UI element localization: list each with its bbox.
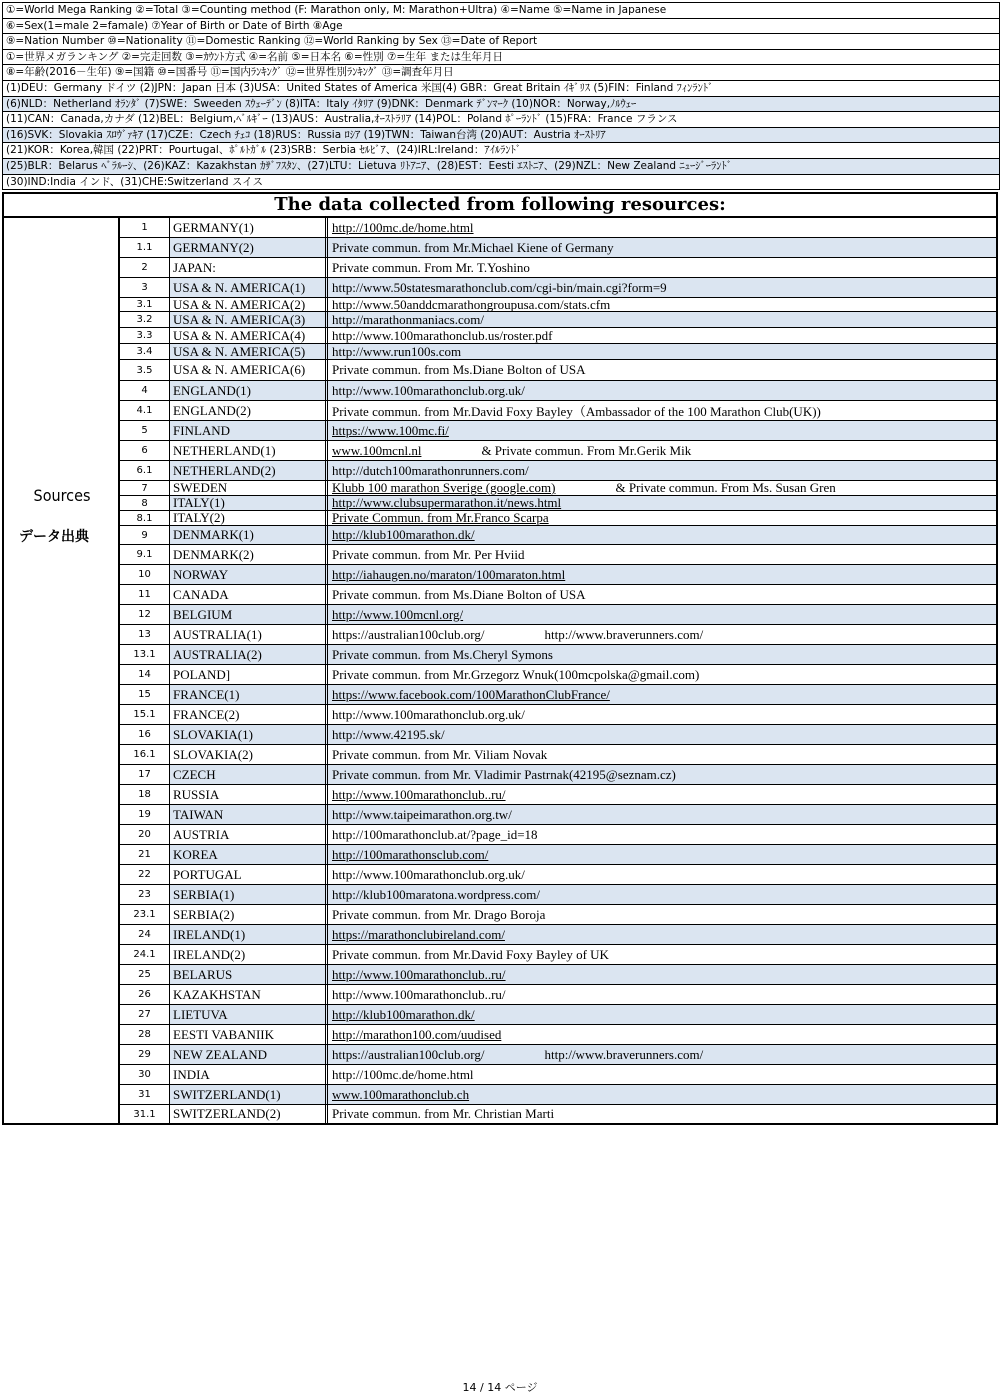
row-country: NETHERLAND(1) (170, 441, 328, 460)
row-country: NETHERLAND(2) (170, 461, 328, 480)
source-text: Private commun. from Mr. Per Hviid (332, 546, 525, 562)
table-row (120, 1065, 996, 1085)
legend-line: ⑥=Sex(1=male 2=famale) ⑦Year of Birth or Date of Birth ⑧Age (3, 19, 999, 35)
row-number: 3.3 (120, 328, 170, 343)
row-source (328, 238, 996, 257)
table-row (120, 344, 996, 360)
row-number: 26 (120, 985, 170, 1004)
row-country: USA & N. AMERICA(1) (170, 278, 328, 297)
table-row (120, 312, 996, 328)
row-number: 24.1 (120, 945, 170, 964)
row-source (328, 605, 996, 624)
row-country: NORWAY (170, 565, 328, 584)
row-number: 27 (120, 1005, 170, 1024)
row-source (328, 441, 996, 460)
table-row (120, 705, 996, 725)
row-source (328, 1005, 996, 1024)
source-link[interactable]: http://100mc.de/home.html (332, 219, 474, 235)
row-country: LIETUVA (170, 1005, 328, 1024)
source-link[interactable]: http://klub100marathon.dk/ (332, 527, 475, 542)
row-number: 3.1 (120, 298, 170, 311)
row-country: KAZAKHSTAN (170, 985, 328, 1004)
row-country: SWITZERLAND(1) (170, 1085, 328, 1104)
source-text: Private commun. from Mr.David Foxy Bayley（Ambassador of the 100 Marathon Club(UK)) (332, 404, 821, 419)
table-row (120, 865, 996, 885)
row-country: USA & N. AMERICA(2) (170, 298, 328, 311)
table-row (120, 258, 996, 278)
source-link[interactable]: www.100marathonclub.ch (332, 1086, 470, 1102)
row-number: 10 (120, 565, 170, 584)
row-country: GERMANY(1) (170, 218, 328, 237)
table-row (120, 925, 996, 945)
table-row (120, 565, 996, 585)
table-row (120, 1045, 996, 1065)
row-number: 9 (120, 526, 170, 544)
source-text: Private commun. from Mr. Viliam Novak (332, 746, 548, 762)
source-text: http://www.50anddcmarathongroupusa.com/stats.cfm (332, 298, 611, 311)
table-row (120, 441, 996, 461)
source-text: Private commun. from Mr.David Foxy Bayley of UK (332, 946, 609, 962)
page-footer: 14 / 14 ページ (462, 1381, 538, 1394)
row-country: USA & N. AMERICA(3) (170, 312, 328, 327)
source-text: http://www.100marathonclub.us/roster.pdf (332, 328, 553, 343)
row-number: 4 (120, 381, 170, 400)
row-number: 25 (120, 965, 170, 984)
row-country: SLOVAKIA(2) (170, 745, 328, 764)
row-number: 30 (120, 1065, 170, 1084)
table-row (120, 218, 996, 238)
source-text: http://100marathonclub.at/?page_id=18 (332, 826, 538, 842)
row-number: 31.1 (120, 1105, 170, 1123)
row-source (328, 705, 996, 724)
row-source (328, 421, 996, 440)
table-row (120, 298, 996, 312)
source-text: Private commun. From Mr. T.Yoshino (332, 259, 530, 275)
row-number: 8 (120, 496, 170, 510)
row-country: FINLAND (170, 421, 328, 440)
row-country: KOREA (170, 845, 328, 864)
row-source (328, 985, 996, 1004)
row-country: RUSSIA (170, 785, 328, 804)
row-number: 23.1 (120, 905, 170, 924)
source-link[interactable]: http://www.100mcnl.org/ (332, 606, 464, 622)
row-number: 3 (120, 278, 170, 297)
row-number: 15.1 (120, 705, 170, 724)
row-number: 20 (120, 825, 170, 844)
row-source (328, 496, 996, 510)
source-text: http://klub100maratona.wordpress.com/ (332, 886, 540, 902)
row-source (328, 360, 996, 380)
source-text: http://www.100marathonclub.org.uk/ (332, 382, 525, 398)
row-source (328, 1045, 996, 1064)
table-row (120, 496, 996, 511)
legend-line: (30)IND:India インド、(31)CHE:Switzerland スイス (3, 175, 999, 191)
source-text: Private commun. from Mr.Grzegorz Wnuk(100mcpolska@gmail.com) (332, 666, 700, 682)
row-number: 28 (120, 1025, 170, 1044)
row-number: 23 (120, 885, 170, 904)
row-country: INDIA (170, 1065, 328, 1084)
source-link[interactable]: https://www.facebook.com/100MarathonClubFrance/ (332, 686, 610, 702)
source-link[interactable]: http://100marathonsclub.com/ (332, 846, 489, 862)
source-text: Private commun. from Ms.Diane Bolton of USA (332, 586, 586, 602)
legend-line: (11)CAN：Canada,カナダ (12)BEL：Belgium,ﾍﾞﾙｷﾞｰ (13)AUS：Australia,ｵｰｽﾄﾗﾘｱ (14)POL：Poland ﾎﾟｰﾗﾝﾄﾞ (15)FRA：France フランス (3, 112, 999, 128)
table-row (120, 421, 996, 441)
row-country: USA & N. AMERICA(6) (170, 360, 328, 380)
table-row (120, 645, 996, 665)
row-source (328, 925, 996, 944)
table-row (120, 360, 996, 381)
source-text: Private commun. from Ms.Cheryl Symons (332, 646, 553, 662)
row-country: GERMANY(2) (170, 238, 328, 257)
table-row (120, 965, 996, 985)
table-row (120, 665, 996, 685)
table-row (120, 605, 996, 625)
row-source (328, 905, 996, 924)
table-row (120, 328, 996, 344)
source-extra: http://www.braverunners.com/ (544, 1046, 704, 1062)
source-link[interactable]: http://iahaugen.no/maraton/100maraton.html (332, 566, 566, 582)
row-source (328, 344, 996, 359)
source-link[interactable]: http://marathon100.com/uudised (332, 1026, 502, 1042)
table-row (120, 785, 996, 805)
row-source (328, 401, 996, 420)
row-country: NEW ZEALAND (170, 1045, 328, 1064)
source-text: Private commun. from Mr. Vladimir Pastrnak(42195@seznam.cz) (332, 766, 676, 782)
table-row (120, 765, 996, 785)
row-country: PORTUGAL (170, 865, 328, 884)
row-source (328, 381, 996, 400)
table-row (120, 625, 996, 645)
row-number: 14 (120, 665, 170, 684)
row-source (328, 1085, 996, 1104)
row-source (328, 785, 996, 804)
row-source (328, 845, 996, 864)
source-extra: & Private commun. From Ms. Susan Gren (615, 481, 836, 495)
source-text: Private commun. from Mr.Michael Kiene of Germany (332, 239, 614, 255)
row-country: POLAND] (170, 665, 328, 684)
table-row (120, 526, 996, 545)
row-country: JAPAN: (170, 258, 328, 277)
row-number: 9.1 (120, 545, 170, 564)
legend-block (2, 2, 1000, 190)
row-number: 31 (120, 1085, 170, 1104)
row-country: IRELAND(1) (170, 925, 328, 944)
sources-side-label (4, 218, 120, 1123)
sources-label-en: Sources (33, 486, 91, 505)
table-row (120, 481, 996, 496)
row-country: ENGLAND(1) (170, 381, 328, 400)
row-source (328, 511, 996, 525)
source-text: https://australian100club.org/ (332, 626, 485, 642)
legend-line: (16)SVK：Slovakia ｽﾛｳﾞｧｷｱ (17)CZE：Czech ﾁｪｺ (18)RUS：Russia ﾛｼｱ (19)TWN：Taiwan台湾 (20)AUT：Austria ｵｰｽﾄﾘｱ (3, 128, 999, 144)
source-link[interactable]: https://marathonclubireland.com/ (332, 926, 505, 942)
row-number: 29 (120, 1045, 170, 1064)
row-country: EESTI VABANIIK (170, 1025, 328, 1044)
row-source (328, 805, 996, 824)
row-number: 17 (120, 765, 170, 784)
row-source (328, 481, 996, 495)
source-link[interactable]: http://www.100marathonclub..ru/ (332, 966, 506, 982)
source-text: http://www.run100s.com (332, 344, 462, 359)
table-row (120, 401, 996, 421)
source-text: http://www.42195.sk/ (332, 726, 445, 742)
source-text: http://www.50statesmarathonclub.com/cgi-bin/main.cgi?form=9 (332, 279, 667, 295)
row-country: USA & N. AMERICA(4) (170, 328, 328, 343)
row-country: SWEDEN (170, 481, 328, 495)
table-row (120, 905, 996, 925)
row-number: 2 (120, 258, 170, 277)
row-country: FRANCE(2) (170, 705, 328, 724)
table-row (120, 805, 996, 825)
sources-heading: The data collected from following resources: (2, 192, 998, 218)
table-row (120, 381, 996, 401)
source-link[interactable]: Klubb 100 marathon Sverige (google.com) (332, 481, 556, 495)
legend-line: (1)DEU：Germany ドイツ (2)JPN：Japan 日本 (3)USA：United States of America 米国(4) GBR：Great Britain ｲｷﾞﾘｽ (5)FIN：Finland ﾌｨﾝﾗﾝﾄﾞ (3, 81, 999, 97)
row-number: 15 (120, 685, 170, 704)
row-number: 12 (120, 605, 170, 624)
row-number: 1.1 (120, 238, 170, 257)
source-link[interactable]: http://www.100marathonclub..ru/ (332, 786, 506, 802)
row-source (328, 685, 996, 704)
source-text: http://www.taipeimarathon.org.tw/ (332, 806, 512, 822)
row-source (328, 945, 996, 964)
row-number: 16 (120, 725, 170, 744)
row-number: 21 (120, 845, 170, 864)
row-source (328, 526, 996, 544)
row-country: SERBIA(2) (170, 905, 328, 924)
sources-label-jp: データ出典 (19, 529, 89, 545)
legend-line: ⑨=Nation Number ⑩=Nationality ⑪=Domestic Ranking ⑫=World Ranking by Sex ⑬=Date of Report (3, 34, 999, 50)
row-source (328, 825, 996, 844)
table-row (120, 511, 996, 526)
table-row (120, 745, 996, 765)
source-text: http://marathonmaniacs.com/ (332, 312, 484, 327)
row-source (328, 865, 996, 884)
row-source (328, 312, 996, 327)
row-country: BELGIUM (170, 605, 328, 624)
source-text: http://www.100marathonclub..ru/ (332, 986, 506, 1002)
row-country: AUSTRALIA(2) (170, 645, 328, 664)
row-country: SWITZERLAND(2) (170, 1105, 328, 1123)
table-row (120, 1005, 996, 1025)
table-row (120, 1085, 996, 1105)
row-country: FRANCE(1) (170, 685, 328, 704)
row-country: TAIWAN (170, 805, 328, 824)
row-source (328, 585, 996, 604)
row-number: 3.5 (120, 360, 170, 380)
row-source (328, 1105, 996, 1123)
row-source (328, 545, 996, 564)
row-number: 5 (120, 421, 170, 440)
table-row (120, 945, 996, 965)
source-link[interactable]: Private Commun. from Mr.Franco Scarpa (332, 511, 549, 525)
source-text: Private commun. from Mr. Christian Marti (332, 1106, 555, 1121)
row-number: 4.1 (120, 401, 170, 420)
row-source (328, 725, 996, 744)
table-row (120, 585, 996, 605)
source-link[interactable]: http://klub100marathon.dk/ (332, 1006, 475, 1022)
row-source (328, 298, 996, 311)
row-number: 6 (120, 441, 170, 460)
source-text: http://www.100marathonclub.org.uk/ (332, 866, 525, 882)
row-number: 13 (120, 625, 170, 644)
source-text: Private commun. from Ms.Diane Bolton of USA (332, 362, 586, 377)
row-source (328, 218, 996, 237)
table-row (120, 845, 996, 865)
row-country: CANADA (170, 585, 328, 604)
source-text: https://australian100club.org/ (332, 1046, 485, 1062)
row-number: 6.1 (120, 461, 170, 480)
row-source (328, 625, 996, 644)
row-country: CZECH (170, 765, 328, 784)
table-row (120, 1025, 996, 1045)
table-row (120, 238, 996, 258)
legend-line: (21)KOR：Korea,韓国 (22)PRT：Pourtugal、ﾎﾟﾙﾄｶﾞﾙ (23)SRB：Serbia ｾﾙﾋﾞｱ、(24)IRL:Ireland：ｱｲﾙﾗﾝﾄﾞ (3, 143, 999, 159)
row-number: 18 (120, 785, 170, 804)
row-source (328, 278, 996, 297)
row-country: ITALY(1) (170, 496, 328, 510)
table-row (120, 461, 996, 481)
source-link[interactable]: https://www.100mc.fi/ (332, 422, 449, 438)
row-source (328, 665, 996, 684)
sources-table (2, 218, 998, 1125)
row-country: USA & N. AMERICA(5) (170, 344, 328, 359)
legend-line: (6)NLD：Netherland ｵﾗﾝﾀﾞ (7)SWE：Sweeden ｽｳｪｰﾃﾞﾝ (8)ITA：Italy ｲﾀﾘｱ (9)DNK：Denmark ﾃﾞﾝﾏｰｸ (10)NOR：Norway,ﾉﾙｳｪｰ (3, 97, 999, 113)
row-number: 3.2 (120, 312, 170, 327)
row-number: 7 (120, 481, 170, 495)
row-number: 13.1 (120, 645, 170, 664)
row-source (328, 565, 996, 584)
row-country: SERBIA(1) (170, 885, 328, 904)
row-source (328, 645, 996, 664)
row-number: 22 (120, 865, 170, 884)
row-number: 8.1 (120, 511, 170, 525)
table-row (120, 1105, 996, 1124)
row-source (328, 965, 996, 984)
table-row (120, 685, 996, 705)
source-extra: & Private commun. From Mr.Gerik Mik (481, 442, 692, 458)
legend-line: (25)BLR：Belarus ﾍﾞﾗﾙｰｼ、(26)KAZ：Kazakhstan ｶｻﾞﾌｽﾀﾝ、(27)LTU：Lietuva ﾘﾄｱﾆｱ、(28)EST：Eesti ｴｽﾄﾆｱ、(29)NZL：New Zealand ﾆｭｰｼﾞｰﾗﾝﾄﾞ (3, 159, 999, 175)
source-text: http://dutch100marathonrunners.com/ (332, 462, 529, 478)
row-source (328, 885, 996, 904)
source-link[interactable]: www.100mcnl.nl (332, 442, 422, 458)
row-country: ENGLAND(2) (170, 401, 328, 420)
row-country: AUSTRIA (170, 825, 328, 844)
legend-line: ①=世界メガランキング ②=完走回数 ③=ｶｳﾝﾄ方式 ④=名前 ⑤=日本名 ⑥=性別 ⑦=生年 または生年月日 (3, 50, 999, 66)
row-country: AUSTRALIA(1) (170, 625, 328, 644)
row-number: 11 (120, 585, 170, 604)
source-extra: http://www.braverunners.com/ (544, 626, 704, 642)
source-text: http://www.100marathonclub.org.uk/ (332, 706, 525, 722)
row-source (328, 1025, 996, 1044)
row-country: SLOVAKIA(1) (170, 725, 328, 744)
table-row (120, 725, 996, 745)
row-source (328, 745, 996, 764)
source-text: http://100mc.de/home.html (332, 1066, 474, 1082)
row-source (328, 461, 996, 480)
row-number: 24 (120, 925, 170, 944)
table-row (120, 545, 996, 565)
row-country: DENMARK(2) (170, 545, 328, 564)
source-text: Private commun. from Mr. Drago Boroja (332, 906, 546, 922)
row-country: IRELAND(2) (170, 945, 328, 964)
source-link[interactable]: http://www.clubsupermarathon.it/news.html (332, 496, 562, 510)
row-country: ITALY(2) (170, 511, 328, 525)
legend-line: ①=World Mega Ranking ②=Total ③=Counting method (F: Marathon only, M: Marathon+Ultra) ④=Name ⑤=Name in Japanese (3, 3, 999, 19)
row-number: 1 (120, 218, 170, 237)
row-number: 16.1 (120, 745, 170, 764)
table-row (120, 985, 996, 1005)
table-row (120, 885, 996, 905)
table-row (120, 278, 996, 298)
legend-line: ⑧=年齢(2016－生年) ⑨=国籍 ⑩=国番号 ⑪=国内ﾗﾝｷﾝｸﾞ ⑫=世界性別ﾗﾝｷﾝｸﾞ ⑬=調査年月日 (3, 65, 999, 81)
row-number: 3.4 (120, 344, 170, 359)
row-source (328, 258, 996, 277)
row-country: BELARUS (170, 965, 328, 984)
table-row (120, 825, 996, 845)
row-source (328, 1065, 996, 1084)
row-source (328, 765, 996, 784)
row-source (328, 328, 996, 343)
row-country: DENMARK(1) (170, 526, 328, 544)
row-number: 19 (120, 805, 170, 824)
